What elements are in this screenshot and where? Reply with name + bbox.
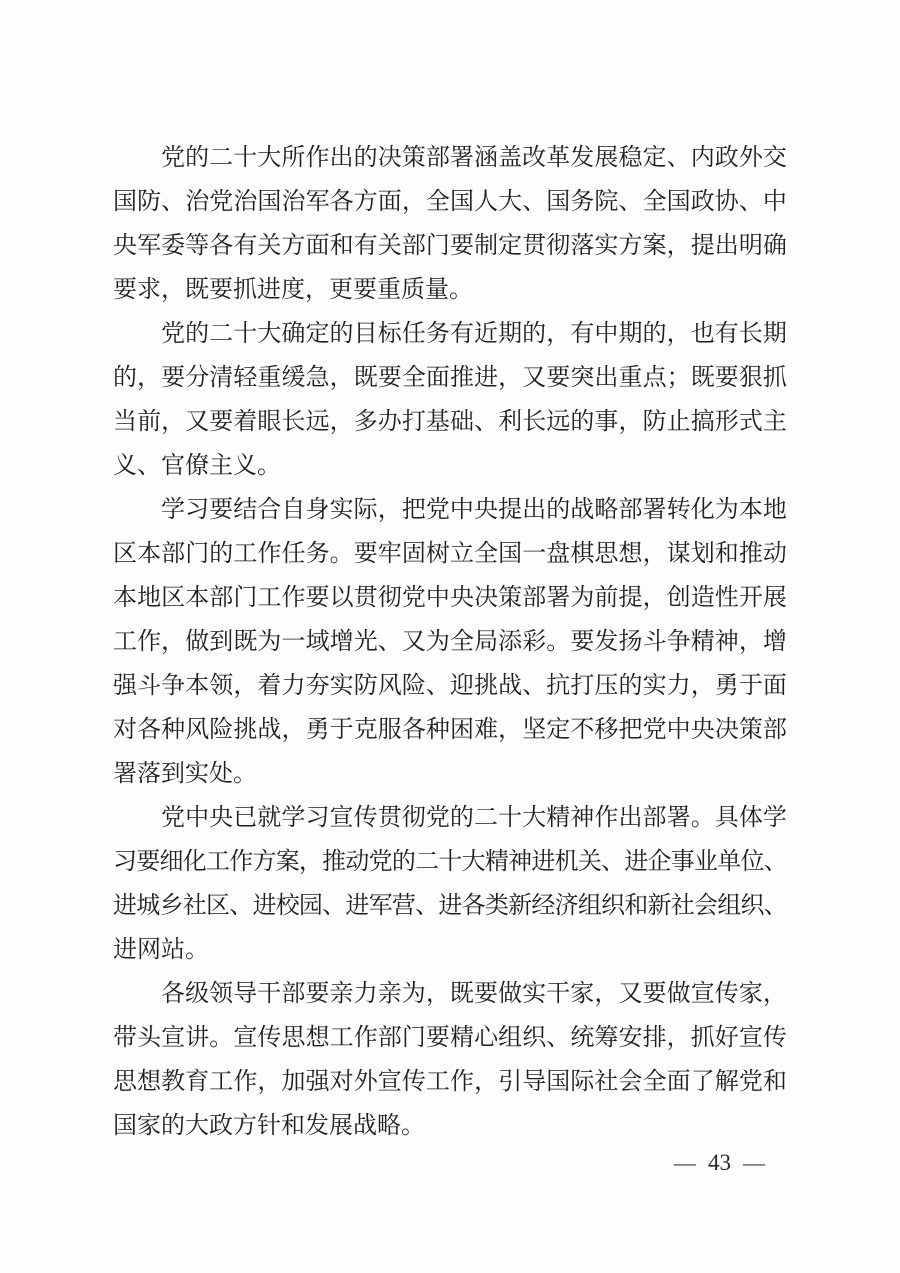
text-line: 带头宣讲。宣传思想工作部门要精心组织、统筹安排，抓好宣传 [113, 1025, 787, 1051]
text-line: 义、官僚主义。 [113, 453, 281, 479]
text-line: 本地区本部门工作要以贯彻党中央决策部署为前提，创造性开展 [113, 585, 787, 611]
text-line: 区本部门的工作任务。要牢固树立全国一盘棋思想，谋划和推动 [113, 541, 787, 567]
text-line: 思想教育工作，加强对外宣传工作，引导国际社会全面了解党和 [113, 1069, 787, 1095]
text-line: 的，要分清轻重缓急，既要全面推进，又要突出重点；既要狠抓 [113, 365, 787, 391]
text-line: 国家的大政方针和发展战略。 [113, 1113, 425, 1139]
text-line: 要求，既要抓进度，更要重质量。 [113, 277, 473, 303]
page-number-value: 43 [708, 1150, 731, 1175]
text-line: 国防、治党治国治军各方面，全国人大、国务院、全国政协、中 [113, 189, 787, 215]
text-line: 学习要结合自身实际，把党中央提出的战略部署转化为本地 [161, 497, 787, 523]
page-number [674, 1148, 765, 1178]
text-line: 强斗争本领，着力夯实防风险、迎挑战、抗打压的实力，勇于面 [113, 673, 787, 699]
text-line: 对各种风险挑战，勇于克服各种困难，坚定不移把党中央决策部 [113, 717, 787, 743]
text-line: 各级领导干部要亲力亲为，既要做实干家，又要做宣传家， [161, 981, 787, 1007]
text-line: 署落到实处。 [113, 761, 257, 787]
text-line: 党的二十大确定的目标任务有近期的，有中期的，也有长期 [161, 321, 787, 347]
text-line: 进网站。 [113, 937, 209, 963]
page-number-right-dash: — [743, 1150, 765, 1175]
text-line: 当前，又要着眼长远，多办打基础、利长远的事，防止搞形式主 [113, 409, 787, 435]
text-line: 党中央已就学习宣传贯彻党的二十大精神作出部署。具体学 [161, 805, 787, 831]
body-text [113, 136, 787, 1148]
text-line: 进城乡社区、进校园、进军营、进各类新经济组织和新社会组织、 [113, 893, 787, 919]
text-line: 央军委等各有关方面和有关部门要制定贯彻落实方案，提出明确 [113, 233, 787, 259]
text-line: 工作，做到既为一域增光、又为全局添彩。要发扬斗争精神，增 [113, 629, 787, 655]
page-number-left-dash: — [674, 1150, 696, 1175]
text-line: 习要细化工作方案，推动党的二十大精神进机关、进企事业单位、 [113, 849, 787, 875]
text-line: 党的二十大所作出的决策部署涵盖改革发展稳定、内政外交 [161, 145, 787, 171]
